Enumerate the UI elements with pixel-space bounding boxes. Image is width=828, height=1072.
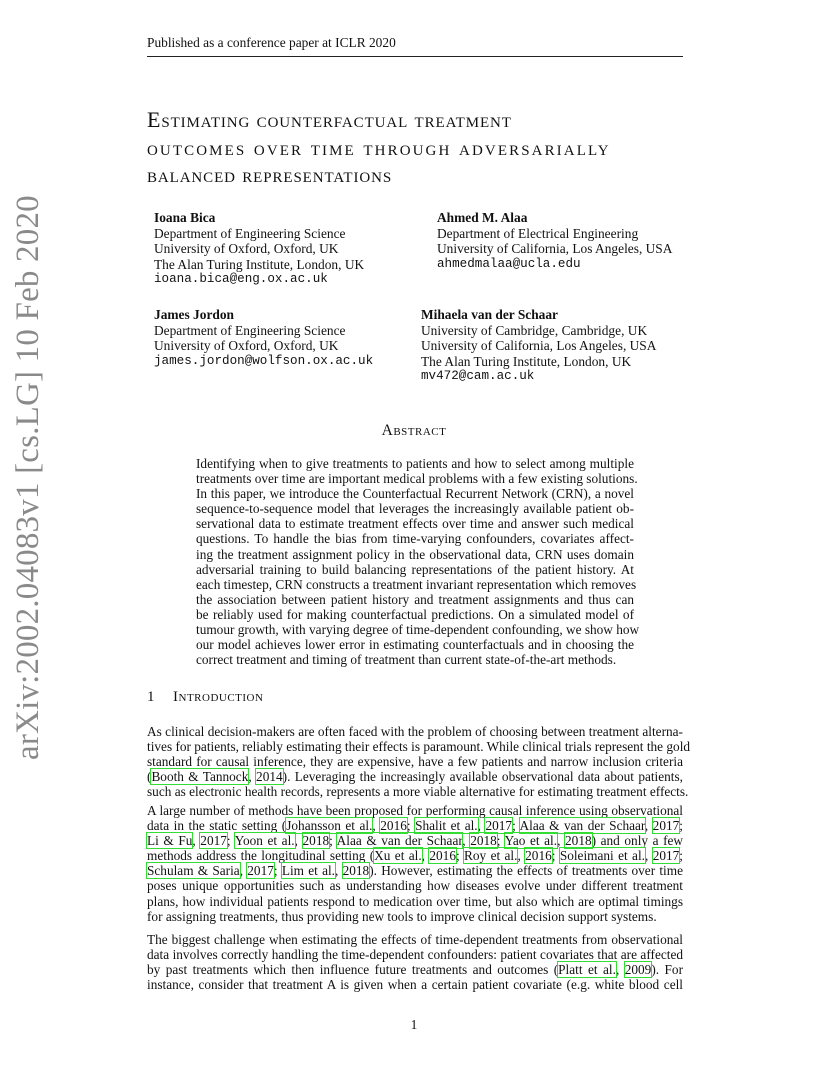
abstract-heading: Abstract bbox=[381, 422, 447, 439]
paragraph-line bbox=[147, 769, 683, 784]
section-title: Introduction bbox=[173, 689, 264, 705]
citation-year-link[interactable]: 2016 bbox=[525, 848, 552, 864]
paragraph-line: The biggest challenge when estimating the effects of time-dependent treatments from observational bbox=[147, 932, 683, 947]
citation-year-link[interactable]: 2016 bbox=[380, 818, 407, 834]
author-affiliation: University of Oxford, Oxford, UK bbox=[154, 241, 339, 257]
text: ( bbox=[147, 769, 152, 785]
citation-link[interactable]: Soleimani et al. bbox=[559, 848, 645, 864]
citation-year-link[interactable]: 2018 bbox=[342, 863, 370, 879]
text: ). For bbox=[651, 962, 683, 978]
citation-year-link[interactable]: 2009 bbox=[624, 962, 652, 978]
arxiv-identifier[interactable]: arXiv:2002.04083v1 [cs.LG] 10 Feb 2020 bbox=[10, 195, 46, 760]
paragraph-line: plans, how individual patients respond to medication over time, but also which are optimal timings bbox=[147, 893, 683, 909]
citation-year-link[interactable]: 2017 bbox=[485, 818, 513, 834]
running-header: Published as a conference paper at ICLR 2020 bbox=[147, 35, 683, 57]
citation-link[interactable]: Li & Fu bbox=[147, 833, 193, 849]
author-affiliation: The Alan Turing Institute, London, UK bbox=[154, 256, 365, 272]
citation-link[interactable]: Yoon et al. bbox=[234, 833, 295, 849]
citation-year-link[interactable]: 2017 bbox=[200, 833, 227, 849]
paragraph-line: data in the static setting (Johansson et al., 2016; Shalit et al., 2017; Alaa & van der Schaar, 2017; bbox=[147, 818, 683, 834]
paragraph-line: methods address the longitudinal setting (Xu et al., 2016; Roy et al., 2016; Soleimani et al., 2017; bbox=[147, 848, 683, 864]
abstract-line: ing the treatment assignment policy in the observational data, CRN uses domain bbox=[196, 546, 634, 562]
citation-link[interactable]: Schulam & Saria bbox=[147, 863, 240, 879]
paper-title bbox=[147, 106, 707, 189]
author-email[interactable]: james.jordon@wolfson.ox.ac.uk bbox=[154, 353, 374, 368]
citation-link[interactable]: Booth & Tannock bbox=[151, 769, 249, 785]
intro-paragraph bbox=[147, 803, 683, 924]
paragraph-line: instance, consider that treatment A is given when a certain patient covariate (e.g. white blood cell bbox=[147, 977, 683, 993]
title-line: balanced representations bbox=[147, 162, 393, 187]
author-block bbox=[421, 307, 656, 385]
section-heading bbox=[147, 689, 263, 706]
author-name: Mihaela van der Schaar bbox=[421, 307, 559, 322]
paragraph-line: As clinical decision-makers are often faced with the problem of choosing between treatment alterna- bbox=[147, 724, 683, 739]
author-email[interactable]: mv472@cam.ac.uk bbox=[421, 369, 535, 384]
citation-link[interactable]: Johansson et al. bbox=[286, 818, 373, 834]
author-affiliation: University of Oxford, Oxford, UK bbox=[154, 338, 339, 354]
text: ) and only a few bbox=[591, 833, 684, 849]
citation-link[interactable]: Shalit et al. bbox=[415, 818, 478, 834]
title-line: outcomes over time through adversarially bbox=[147, 134, 611, 160]
abstract-line: tumour growth, with varying degree of time-dependent confounding, we show how bbox=[196, 622, 640, 638]
citation-year-link[interactable]: 2018 bbox=[470, 833, 497, 849]
abstract-line: adversarial training to build balancing representations of the patient history. At bbox=[196, 561, 634, 577]
citation-year-link[interactable]: 2016 bbox=[429, 848, 456, 864]
citation-year-link[interactable]: 2017 bbox=[652, 818, 680, 834]
paragraph-line: for assigning treatments, thus providing new tools to improve clinical decision support systems. bbox=[147, 908, 657, 924]
citation-link[interactable]: Alaa & van der Schaar bbox=[519, 818, 645, 834]
abstract-line: questions. To handle the bias from time-varying confounders, covariates affect- bbox=[196, 531, 634, 547]
text: ). However, estimating the effects of treatments over time bbox=[369, 863, 683, 879]
paragraph-line: Schulam & Saria, 2017; Lim et al., 2018). However, estimating the effects of treatments over time bbox=[147, 863, 683, 879]
citation-link[interactable]: Alaa & van der Schaar bbox=[336, 833, 463, 849]
author-affiliation: Department of Engineering Science bbox=[154, 225, 346, 241]
citation-year-link[interactable]: 2014 bbox=[256, 769, 283, 785]
abstract-line: Identifying when to give treatments to patients and how to select among multiple bbox=[196, 456, 634, 471]
abstract-line: be reliably used for making counterfactual predictions. On a simulated model of bbox=[196, 606, 634, 622]
paragraph-line: A large number of methods have been proposed for performing causal inference using observational bbox=[147, 803, 683, 818]
title-line: Estimating counterfactual treatment bbox=[147, 107, 512, 132]
author-name: Ahmed M. Alaa bbox=[437, 210, 528, 225]
paragraph-line: tives for patients, reliably estimating their effects is paramount. While clinical trials represent the gold bbox=[147, 739, 691, 755]
text: data in the static setting ( bbox=[147, 818, 287, 834]
text: ). Leveraging the increasingly available observational data about patients, bbox=[282, 769, 683, 785]
abstract-line: our model achieves lower error in estimating counterfactuals and in choosing the bbox=[196, 637, 634, 653]
text: by past treatments which then influence future treatments and outcomes ( bbox=[147, 962, 559, 978]
abstract-line: correct treatment and timing of treatment than current state-of-the-art methods. bbox=[196, 652, 617, 668]
page-number: 1 bbox=[410, 1017, 418, 1032]
text: methods address the longitudinal setting ( bbox=[147, 848, 375, 864]
section-number: 1 bbox=[147, 689, 155, 705]
citation-year-link[interactable]: 2017 bbox=[652, 848, 680, 864]
paragraph-line: poses unique opportunities such as understanding how diseases evolve under different treatment bbox=[147, 878, 683, 894]
author-block bbox=[437, 210, 672, 272]
citation-year-link[interactable]: 2018 bbox=[302, 833, 330, 849]
author-affiliation: University of California, Los Angeles, USA bbox=[437, 241, 673, 257]
paragraph-line: by past treatments which then influence future treatments and outcomes (Platt et al., 2009). For bbox=[147, 962, 683, 978]
abstract-line: treatments over time are important medical problems with a few existing solutions. bbox=[196, 471, 638, 487]
paragraph-line: such as electronic health records, represents a more viable alternative for estimating treatment effects. bbox=[147, 784, 689, 800]
paragraph-line: standard for causal inference, they are expensive, have a few patients and narrow inclusion criteria bbox=[147, 754, 683, 770]
citation-link[interactable]: Lim et al. bbox=[281, 863, 336, 879]
abstract-body bbox=[196, 456, 640, 668]
paragraph-line: data involves correctly handling the time-dependent confounders: patient covariates that are affected bbox=[147, 947, 683, 963]
author-block bbox=[154, 210, 364, 288]
abstract-line: each timestep, CRN constructs a treatment invariant representation which removes bbox=[196, 576, 637, 592]
intro-paragraph bbox=[147, 724, 691, 800]
author-email[interactable]: ioana.bica@eng.ox.ac.uk bbox=[154, 272, 328, 287]
abstract-line: In this paper, we introduce the Counterfactual Recurrent Network (CRN), a novel bbox=[196, 486, 634, 502]
citation-year-link[interactable]: 2018 bbox=[565, 833, 592, 849]
author-affiliation: Department of Electrical Engineering bbox=[437, 225, 639, 241]
author-name: James Jordon bbox=[154, 307, 234, 322]
author-email[interactable]: ahmedmalaa@ucla.edu bbox=[437, 256, 581, 271]
citation-year-link[interactable]: 2017 bbox=[247, 863, 274, 879]
citation-link[interactable]: Platt et al. bbox=[558, 962, 616, 978]
abstract-line: sequence-to-sequence model that leverages the increasingly available patient ob- bbox=[196, 501, 634, 517]
citation-link[interactable]: Yao et al. bbox=[504, 833, 558, 849]
author-affiliation: Department of Engineering Science bbox=[154, 322, 346, 338]
paragraph-line: Li & Fu, 2017; Yoon et al., 2018; Alaa & van der Schaar, 2018; Yao et al., 2018) and only a few bbox=[147, 833, 684, 849]
intro-paragraph bbox=[147, 932, 683, 992]
author-affiliation: University of Cambridge, Cambridge, UK bbox=[421, 322, 648, 338]
text: , bbox=[248, 769, 257, 785]
citation-link[interactable]: Xu et al. bbox=[374, 848, 422, 864]
citation-link[interactable]: Roy et al. bbox=[464, 848, 518, 864]
author-affiliation: University of California, Los Angeles, USA bbox=[421, 338, 657, 354]
author-name: Ioana Bica bbox=[154, 210, 216, 225]
author-affiliation: The Alan Turing Institute, London, UK bbox=[421, 353, 632, 369]
abstract-line: servational data to estimate treatment effects over time and answer such medical bbox=[196, 516, 634, 532]
abstract-line: the association between patient history and treatment assignments and thus can bbox=[196, 591, 634, 607]
author-block bbox=[154, 307, 373, 369]
